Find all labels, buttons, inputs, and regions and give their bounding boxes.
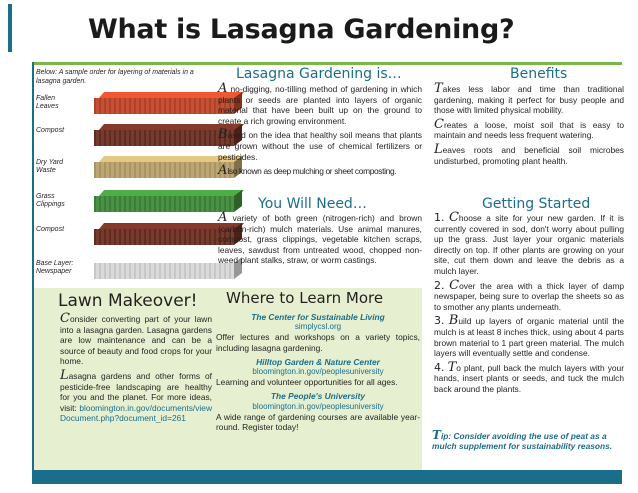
- title-bar: [0, 0, 638, 58]
- benefits-paragraph-2: Creates a loose, moist soil that is easy to maintain and needs less frequent watering.: [434, 116, 624, 141]
- org-name: The People's University: [270, 391, 366, 402]
- step-number: 4.: [434, 360, 445, 374]
- org-url-link[interactable]: simplycsl.org: [294, 322, 342, 332]
- layer-front-face: [94, 263, 234, 279]
- org-description: Offer lectures and workshops on a variety topics, including lasagna gardening.: [216, 332, 420, 353]
- benefits-paragraph-3: Leaves roots and beneficial soil microbes undisturbed, promoting plant health.: [434, 141, 624, 166]
- layer-label: [36, 226, 92, 234]
- need-heading: You Will Need…: [258, 196, 367, 212]
- layer-block: [94, 190, 244, 212]
- step-text: over the area with a thick layer of damp newspaper, being sure to overlap the sheets so as to smother any plants underneath.: [434, 280, 625, 312]
- layer-label: [36, 193, 92, 209]
- learn-more-heading: Where to Learn More: [226, 289, 384, 307]
- tip-note: Tip: Consider avoiding the use of peat as a mulch supplement for sustainability reasons.: [432, 428, 613, 452]
- getting-started-heading: Getting Started: [482, 196, 591, 212]
- layer-label-line: Clippings: [36, 201, 65, 208]
- layer-label-line: Base Layer:: [36, 260, 74, 267]
- benefits-text: [434, 81, 624, 170]
- step-item: [434, 210, 624, 277]
- green-divider: [32, 62, 622, 65]
- step-text: hoose a site for your new garden. If it is currently covered in sod, don't worry about pulling up the grass. Just layer your organic materials directly on top. If other plants are growing on your site, cut them down and leave the debris as a mulch layer.: [434, 213, 624, 276]
- layer-front-face: [94, 196, 234, 212]
- lawn-makeover-heading: Lawn Makeover!: [58, 291, 198, 311]
- org-entry: [216, 357, 420, 388]
- org-url-link[interactable]: bloomington.in.gov/peoplesuniversity: [252, 401, 384, 411]
- page-title: What is Lasagna Gardening?: [88, 14, 515, 45]
- org-description: A wide range of gardening courses are available year-round. Register today!: [216, 411, 420, 433]
- lawn-text: [60, 311, 212, 428]
- benefits-paragraph-1: Takes less labor and time than traditional gardening, making it perfect for busy people and those with limited physical mobility.: [434, 81, 624, 116]
- org-url-link[interactable]: bloomington.in.gov/peoplesuniversity: [252, 367, 384, 377]
- step-item: [434, 313, 624, 359]
- layer-front-face: [94, 98, 234, 114]
- step-number: 1.: [434, 211, 445, 224]
- step-dropcap: B: [448, 313, 459, 329]
- benefits-heading: Benefits: [510, 66, 568, 82]
- step-item: [434, 277, 625, 313]
- layer-label-line: Waste: [36, 167, 56, 174]
- step-number: 2.: [434, 278, 445, 292]
- layer-label-line: Compost: [36, 226, 65, 233]
- need-text: [218, 210, 422, 270]
- title-accent-stripe: [8, 4, 12, 52]
- layer-label: [36, 127, 92, 135]
- layer-label-line: Fallen: [36, 95, 56, 102]
- step-dropcap: C: [448, 210, 459, 225]
- step-dropcap: C: [449, 277, 460, 293]
- need-paragraph: A variety of both green (nitrogen-rich) and brown (carbon-rich) mulch materials. Use animal manures, compost, grass clippings, vegetable kitchen scraps, leaves, sawdust from untreated wood, chopped non-weed plant stalks, straw, or worm castings.: [218, 210, 422, 266]
- org-name: The Center for Sustainable Living: [251, 312, 385, 322]
- step-item: [434, 359, 625, 395]
- lasagna-text: [218, 81, 422, 181]
- getting-started-steps: [434, 210, 625, 399]
- layer-label: [36, 95, 92, 111]
- org-description: Learning and volunteer opportunities for all ages.: [216, 377, 398, 388]
- lasagna-paragraph-3: Also known as deep mulching or sheet composting.: [218, 163, 397, 179]
- layer-front-face: [94, 229, 234, 245]
- layering-caption: Below: A sample order for layering of materials in a lasagna garden.: [36, 69, 194, 85]
- lawn-resource-link[interactable]: bloomington.in.gov/documents/viewDocument.php?document_id=261: [60, 402, 212, 424]
- layer-label-line: Grass: [36, 193, 55, 200]
- lawn-paragraph-2: Lasagna gardens and other forms of pesticide-free landscaping are healthy for you and the planet. For more ideas, visit: bloomington.in.gov/documents/viewDocument.php?document_id=261: [60, 367, 212, 424]
- step-dropcap: T: [447, 359, 457, 375]
- lasagna-paragraph-1: A no-digging, no-tilling method of gardening in which plants or seeds are planted into layers of organic material that have been built up on the ground to create a rich growing environment.: [218, 81, 422, 126]
- layer-label: [36, 260, 92, 276]
- lawn-paragraph-1: Consider converting part of your lawn into a lasagna garden. Lasagna gardens are low maintenance and can be a source of beauty and food crops for your home.: [60, 311, 212, 367]
- org-entry: [216, 312, 420, 353]
- learn-more-orgs: [216, 312, 420, 436]
- layer-front-face: [94, 130, 234, 146]
- step-text: o plant, pull back the mulch layers with your hands, insert plants or seeds, and tuck the mulch back around the plants.: [434, 362, 625, 394]
- lasagna-heading: Lasagna Gardening is…: [236, 66, 402, 82]
- step-number: 3.: [434, 314, 445, 328]
- layer-label-line: Dry Yard: [36, 159, 63, 166]
- layer-label-line: Leaves: [36, 103, 59, 110]
- layer-front-face: [94, 162, 234, 178]
- org-entry: [216, 391, 420, 432]
- layer-label-line: Newspaper: [36, 268, 72, 275]
- org-name: Hilltop Garden & Nature Center: [256, 356, 380, 367]
- bottom-bar: [32, 470, 622, 484]
- layer-label-line: Compost: [36, 127, 65, 134]
- step-text: uild up layers of organic material until the mulch is at least 8 inches thick, using about 4 parts brown material to 1 part green material. The mulch layers will eventually settle and condense.: [434, 316, 624, 359]
- layer-label: [36, 159, 92, 175]
- lasagna-paragraph-2: Based on the idea that healthy soil means that plants are grown without the use of chemical fertilizers or pesticides.: [218, 127, 422, 162]
